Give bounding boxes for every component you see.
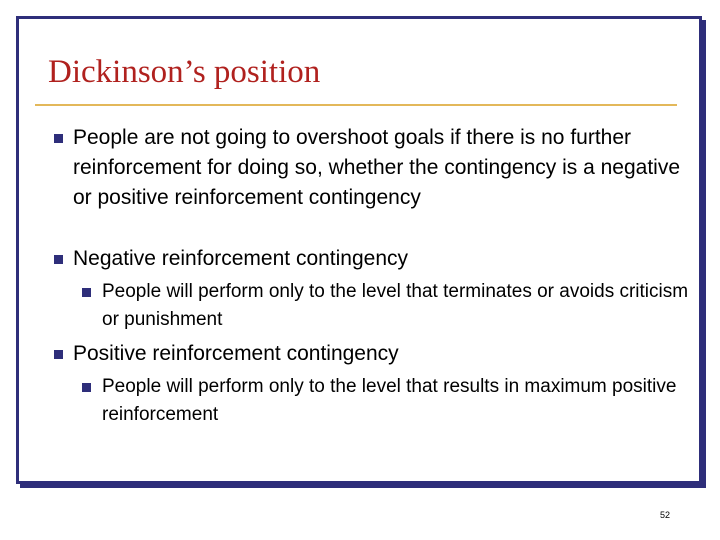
slide-title: Dickinson’s position — [48, 54, 321, 90]
square-bullet-icon — [82, 383, 91, 392]
page-number: 52 — [660, 510, 671, 520]
bullet-text: Positive reinforcement contingency — [73, 342, 399, 365]
square-bullet-icon — [54, 350, 63, 359]
bullet-text: People are not going to overshoot goals if there is no further reinforcement for doing so, whether the contingency is a negative or positive reinforcement contingency — [73, 126, 681, 209]
sub-bullet-text: People will perform only to the level that terminates or avoids criticism or punishment — [102, 281, 689, 330]
square-bullet-icon — [54, 255, 63, 264]
square-bullet-icon — [82, 288, 91, 297]
square-bullet-icon — [54, 134, 63, 143]
sub-bullet-text: People will perform only to the level that results in maximum positive reinforcement — [102, 376, 677, 425]
bullet-text: Negative reinforcement contingency — [73, 247, 409, 270]
